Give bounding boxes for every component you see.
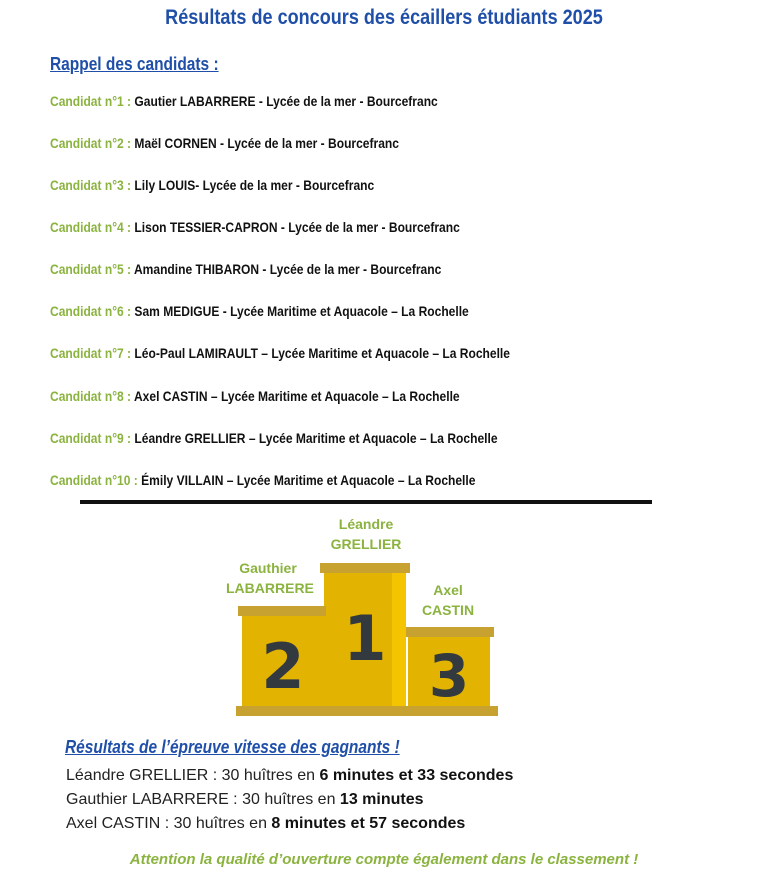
result-prefix: Léandre GRELLIER : 30 huîtres en [66,767,320,784]
attention-note: Attention la qualité d’ouverture compte également dans le classement ! [129,851,639,868]
list-item [50,430,498,446]
podium-first-top [320,563,410,573]
podium-first-lastname: GRELLIER [330,536,402,552]
candidate-text: Lison TESSIER-CAPRON - Lycée de la mer - Bourcefranc [134,219,460,235]
podium-second-firstname: Gauthier [239,560,297,576]
list-item [50,472,475,488]
list-item [50,135,399,151]
list-item [50,93,438,109]
podium-third-rank: 3 [428,642,470,710]
candidate-text: Sam MEDIGUE - Lycée Maritime et Aquacole – La Rochelle [134,303,469,319]
results-heading: Résultats de l’épreuve vitesse des gagnants ! [65,737,400,757]
result-time: 13 minutes [339,791,424,808]
podium-first-highlight [392,573,406,707]
result-time: 6 minutes et 33 secondes [319,767,514,784]
candidate-text: Axel CASTIN – Lycée Maritime et Aquacole – La Rochelle [133,388,460,404]
list-item [50,345,510,361]
candidate-label: Candidat n°2 : [50,135,132,151]
candidate-text: Maël CORNEN - Lycée de la mer - Bourcefranc [134,135,399,151]
candidate-label: Candidat n°5 : [50,261,132,277]
candidate-text: Amandine THIBARON - Lycée de la mer - Bourcefranc [133,261,442,277]
podium-third-firstname: Axel [433,582,463,598]
candidate-text: Émily VILLAIN – Lycée Maritime et Aquacole – La Rochelle [141,472,476,488]
podium-first-firstname: Léandre [338,516,394,532]
candidate-text: Gautier LABARRERE - Lycée de la mer - Bourcefranc [134,93,438,109]
podium-second-top [238,606,326,616]
podium-second-rank: 2 [261,630,305,703]
candidate-label: Candidat n°6 : [50,303,132,319]
result-prefix: Axel CASTIN : 30 huîtres en [66,815,272,832]
candidate-text: Léo-Paul LAMIRAULT – Lycée Maritime et Aquacole – La Rochelle [134,345,510,361]
result-line [66,767,513,785]
divider [80,500,652,504]
candidate-label: Candidat n°1 : [50,93,132,109]
page-title: Résultats de concours des écaillers étudiants 2025 [165,6,603,29]
podium [226,510,500,720]
candidate-text: Léandre GRELLIER – Lycée Maritime et Aquacole – La Rochelle [134,430,498,446]
result-line [66,815,465,833]
podium-third-lastname: CASTIN [421,602,475,618]
rappel-heading: Rappel des candidats : [50,54,219,74]
candidate-label: Candidat n°7 : [50,345,132,361]
list-item [50,261,441,277]
list-item [50,177,374,193]
candidate-label: Candidat n°3 : [50,177,132,193]
podium-third-top [406,627,494,637]
candidate-label: Candidat n°8 : [50,388,132,404]
result-line [66,791,424,809]
list-item [50,303,469,319]
podium-second-lastname: LABARRERE [226,580,314,596]
list-item [50,388,460,404]
list-item [50,219,460,235]
result-prefix: Gauthier LABARRERE : 30 huîtres en [66,791,340,808]
podium-graphic [230,510,500,720]
candidate-label: Candidat n°9 : [50,430,132,446]
candidate-label: Candidat n°10 : [50,472,138,488]
result-time: 8 minutes et 57 secondes [271,815,466,832]
candidate-label: Candidat n°4 : [50,219,132,235]
podium-first-rank: 1 [343,602,387,675]
candidate-text: Lily LOUIS- Lycée de la mer - Bourcefranc [134,177,375,193]
